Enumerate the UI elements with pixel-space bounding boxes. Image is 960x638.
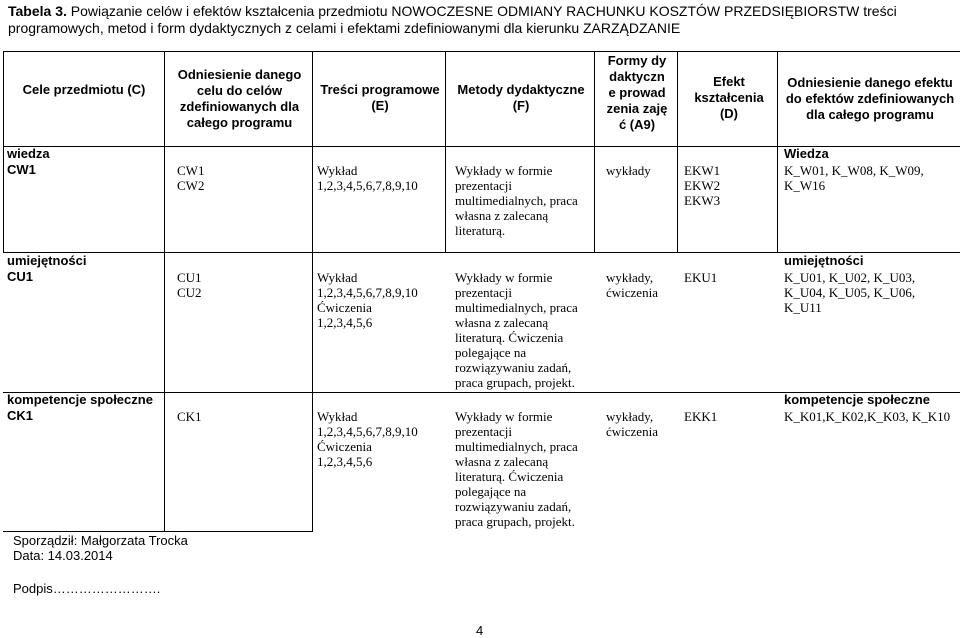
kompetencje-bottom-border	[3, 531, 313, 532]
col-divider-4	[594, 51, 595, 253]
umiejetnosci-program-effects: K_U01, K_U02, K_U03, K_U04, K_U05, K_U06, K_U11	[784, 270, 916, 315]
umiejetnosci-forms-2: ćwiczenia	[606, 285, 658, 300]
header-formy: Formy dydaktyczne prowadzenia zajęć (A9)	[606, 53, 668, 132]
wiedza-program-effects: K_W01, K_W08, K_W09, K_W16	[784, 163, 924, 193]
kompetencje-effect: EKK1	[684, 409, 718, 424]
umiejetnosci-forms-1: wykłady,	[606, 270, 654, 285]
header-efekt: Efekt kształcenia (D)	[694, 74, 764, 121]
umiejetnosci-rel-1: CU1	[177, 270, 202, 285]
page-number: 4	[476, 623, 484, 638]
kompetencje-content-2: 1,2,3,4,5,6,7,8,9,10	[317, 424, 418, 439]
section-umiejetnosci-label-right: umiejętności	[784, 253, 864, 268]
header-metody: Metody dydaktyczne (F)	[457, 82, 585, 113]
kompetencje-content-4: 1,2,3,4,5,6	[317, 454, 373, 469]
umiejetnosci-goal: CU1	[7, 269, 34, 284]
umiejetnosci-content-2: 1,2,3,4,5,6,7,8,9,10	[317, 285, 418, 300]
kompetencje-forms-1: wykłady,	[606, 409, 654, 424]
wiedza-content-2: 1,2,3,4,5,6,7,8,9,10	[317, 178, 418, 193]
kompetencje-methods: Wykłady w formie prezentacji multimedialnych, praca własna z zalecaną literaturą. Ćwiczenia polegające na rozwiązywaniu zadań, praca grupach, projekt.	[455, 409, 578, 529]
umiejetnosci-content-3: Ćwiczenia	[317, 300, 372, 315]
col-divider-5	[677, 51, 678, 253]
wiedza-rel-1: CW1	[177, 163, 205, 178]
table-caption	[8, 3, 953, 37]
umiejetnosci-methods: Wykłady w formie prezentacji multimedialnych, praca własna z zalecaną literaturą. Ćwiczenia polegające na rozwiązywaniu zadań, praca grupach, projekt.	[455, 270, 578, 390]
wiedza-rel-2: CW2	[177, 178, 205, 193]
wiedza-effect-2: EKW2	[684, 178, 721, 193]
wiedza-methods: Wykłady w formie prezentacji multimedialnych, praca własna z zalecaną literaturą.	[455, 163, 578, 238]
caption-label: Tabela 3.	[8, 3, 67, 19]
kompetencje-program-effects: K_K01,K_K02,K_K03, K_K10	[784, 409, 951, 424]
table-top-border	[3, 51, 960, 52]
section-umiejetnosci-label: umiejętności	[7, 253, 87, 268]
wiedza-goal: CW1	[7, 162, 36, 177]
section-kompetencje-label-right: kompetencje społeczne	[784, 392, 930, 407]
caption-text: Powiązanie celów i efektów kształcenia przedmiotu NOWOCZESNE ODMIANY RACHUNKU KOSZTÓW PRZEDSIĘBIORSTW treści programowych, metod i form dydaktycznych z celami i efektami zdefiniowanymi dla kierunku ZARZĄDZANIE	[8, 3, 897, 36]
prepared-by: Sporządził: Małgorzata Trocka	[13, 533, 188, 548]
wiedza-content-1: Wykład	[317, 163, 358, 178]
header-odniesienie-efektu: Odniesienie danego efektu do efektów zdefiniowanych dla całego programu	[785, 75, 955, 122]
header-cele: Cele przedmiotu (C)	[22, 82, 146, 97]
umiejetnosci-effect: EKU1	[684, 270, 718, 285]
umiejetnosci-rel-2: CU2	[177, 285, 202, 300]
kompetencje-forms-2: ćwiczenia	[606, 424, 658, 439]
wiedza-forms: wykłady	[606, 163, 651, 178]
section-kompetencje-label: kompetencje społeczne	[7, 392, 153, 407]
umiejetnosci-content-1: Wykład	[317, 270, 358, 285]
umiejetnosci-content-4: 1,2,3,4,5,6	[317, 315, 373, 330]
col-divider-1	[164, 51, 165, 531]
col-divider-3	[445, 51, 446, 253]
header-tresci: Treści programowe (E)	[320, 82, 440, 113]
kompetencje-content-3: Ćwiczenia	[317, 439, 372, 454]
wiedza-effect-1: EKW1	[684, 163, 721, 178]
section-wiedza-label: wiedza	[7, 146, 50, 161]
section-wiedza-label-right: Wiedza	[784, 146, 829, 161]
col-divider-6	[777, 51, 778, 253]
table-left-border	[3, 51, 4, 253]
wiedza-effect-3: EKW3	[684, 193, 721, 208]
kompetencje-rel: CK1	[177, 409, 202, 424]
kompetencje-content-1: Wykład	[317, 409, 358, 424]
signature-line: Podpis…………………….	[13, 581, 161, 596]
col-divider-2	[312, 51, 313, 531]
date: Data: 14.03.2014	[13, 548, 113, 563]
kompetencje-goal: CK1	[7, 408, 34, 423]
header-odniesienie-celu: Odniesienie danego celu do celów zdefiniowanych dla całego programu	[177, 67, 302, 130]
